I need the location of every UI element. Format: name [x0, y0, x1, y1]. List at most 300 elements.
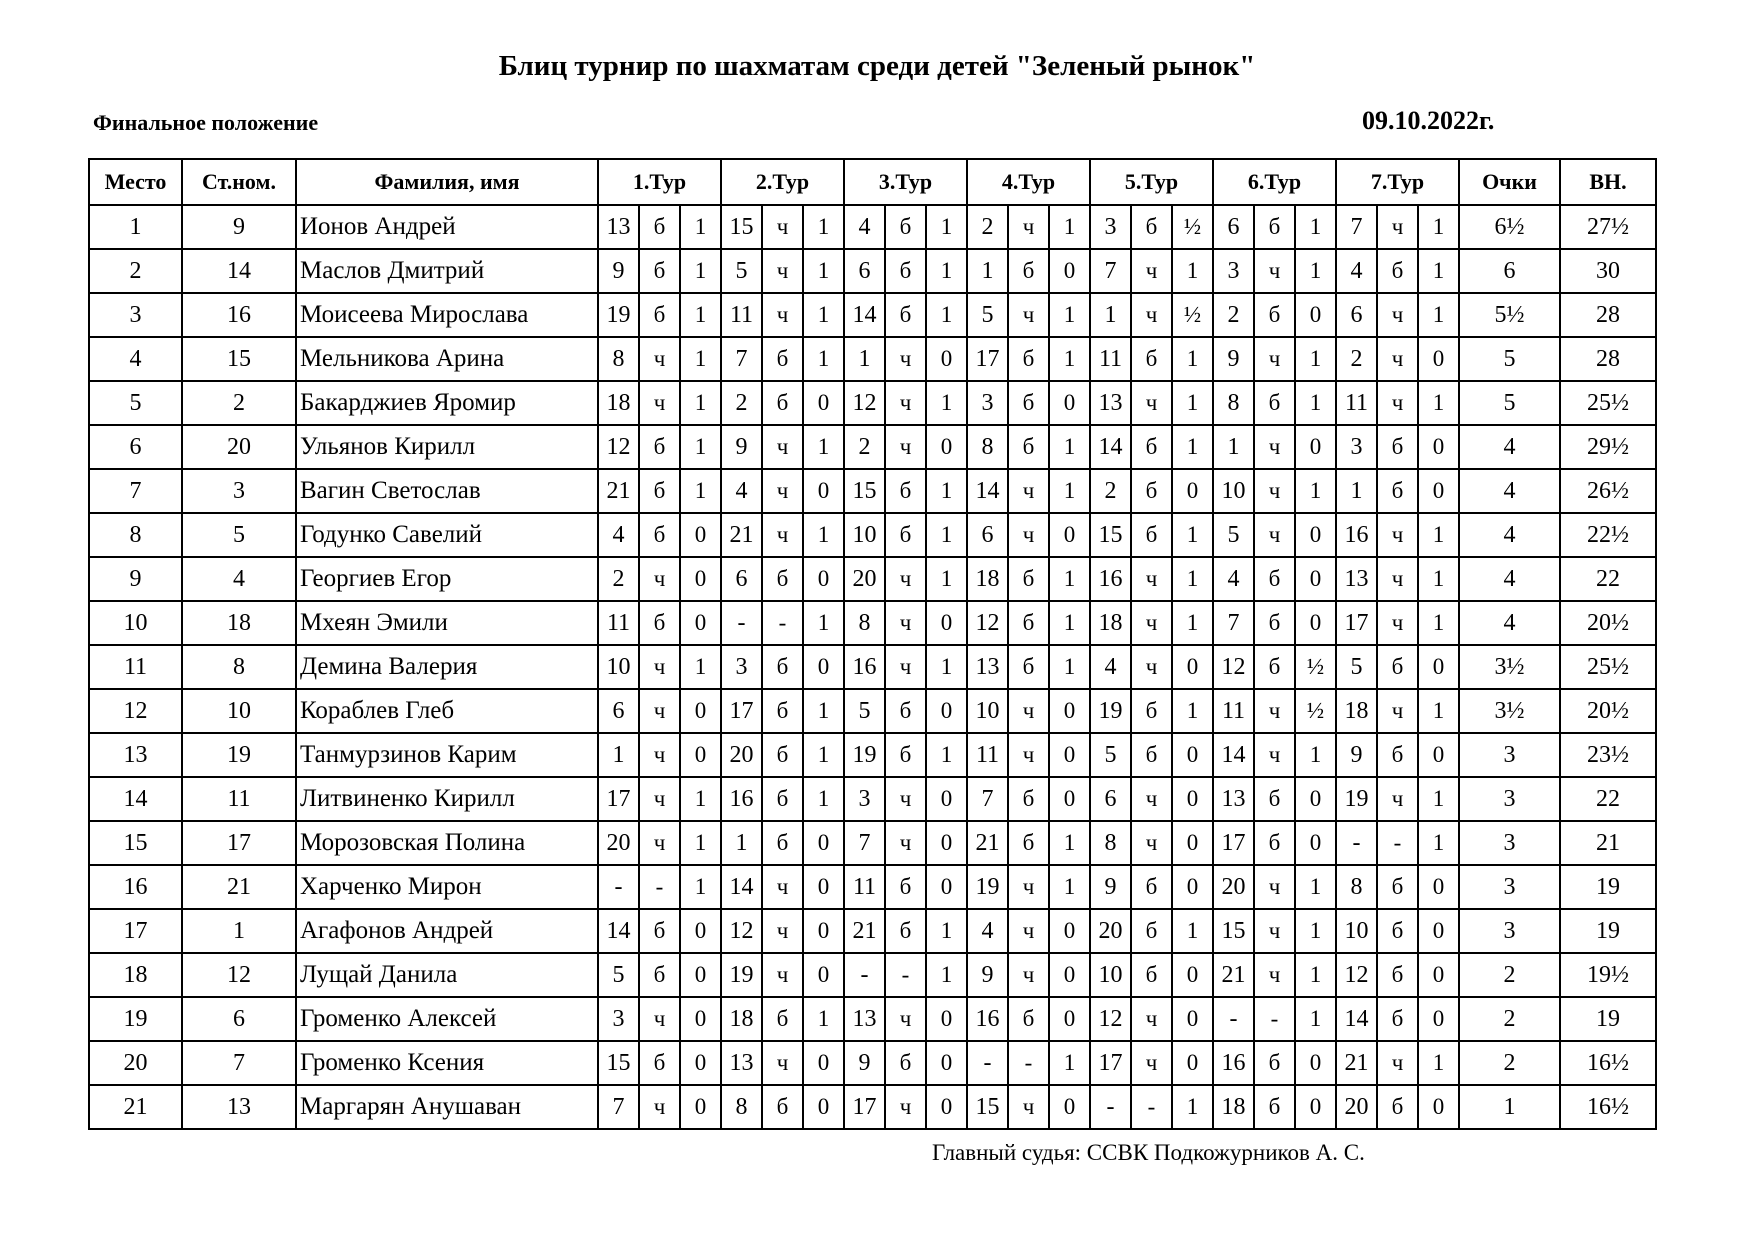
round-result-cell: 1 [1295, 249, 1336, 293]
document-subtitle: Финальное положение [93, 110, 319, 135]
round-result-cell: 0 [1295, 821, 1336, 865]
round-opponent-cell: 6 [1090, 777, 1131, 821]
round-color-cell: - [1377, 821, 1418, 865]
round-color-cell: ч [1377, 557, 1418, 601]
round-result-cell: 1 [680, 249, 721, 293]
round-result-cell: 0 [1418, 865, 1459, 909]
place-cell: 10 [89, 601, 182, 645]
points-cell: 3½ [1459, 689, 1560, 733]
round-result-cell: 1 [1049, 821, 1090, 865]
round-opponent-cell: 16 [844, 645, 885, 689]
round-result-cell: 1 [680, 865, 721, 909]
round-result-cell: 0 [926, 865, 967, 909]
round-result-cell: 0 [926, 689, 967, 733]
round-color-cell: ч [885, 557, 926, 601]
round-color-cell: б [762, 733, 803, 777]
round-color-cell: б [1254, 1085, 1295, 1129]
round-color-cell: ч [1254, 909, 1295, 953]
round-result-cell: 1 [1049, 205, 1090, 249]
round-opponent-cell: - [1213, 997, 1254, 1041]
round-opponent-cell: 11 [721, 293, 762, 337]
round-color-cell: - [1131, 1085, 1172, 1129]
round-result-cell: ½ [1172, 293, 1213, 337]
points-cell: 1 [1459, 1085, 1560, 1129]
round-color-cell: ч [639, 381, 680, 425]
round-color-cell: б [1008, 997, 1049, 1041]
round-color-cell: ч [1131, 249, 1172, 293]
round-result-cell: 1 [1295, 337, 1336, 381]
round-result-cell: 0 [926, 997, 967, 1041]
round-opponent-cell: 13 [598, 205, 639, 249]
round-color-cell: б [1008, 249, 1049, 293]
round-opponent-cell: 10 [1213, 469, 1254, 513]
round-result-cell: ½ [1172, 205, 1213, 249]
round-opponent-cell: 10 [967, 689, 1008, 733]
round-opponent-cell: 18 [1090, 601, 1131, 645]
round-color-cell: б [1254, 293, 1295, 337]
round-result-cell: 0 [926, 821, 967, 865]
round-result-cell: 1 [1295, 381, 1336, 425]
round-opponent-cell: 7 [1213, 601, 1254, 645]
round-result-cell: 1 [1049, 425, 1090, 469]
round-opponent-cell: 6 [844, 249, 885, 293]
tiebreak-cell: 28 [1560, 293, 1656, 337]
round-color-cell: ч [639, 557, 680, 601]
round-opponent-cell: 9 [967, 953, 1008, 997]
round-color-cell: б [1008, 821, 1049, 865]
round-opponent-cell: 3 [1336, 425, 1377, 469]
round-opponent-cell: 21 [1336, 1041, 1377, 1085]
place-cell: 15 [89, 821, 182, 865]
round-result-cell: 0 [803, 381, 844, 425]
round-color-cell: б [1254, 205, 1295, 249]
round-result-cell: 0 [803, 645, 844, 689]
start-number-cell: 1 [182, 909, 296, 953]
table-row [89, 601, 1656, 645]
round-opponent-cell: 17 [598, 777, 639, 821]
round-color-cell: б [762, 777, 803, 821]
round-opponent-cell: - [844, 953, 885, 997]
round-result-cell: 0 [1418, 909, 1459, 953]
round-opponent-cell: 9 [1336, 733, 1377, 777]
round-result-cell: 1 [1049, 337, 1090, 381]
round-color-cell: б [885, 469, 926, 513]
round-opponent-cell: 14 [844, 293, 885, 337]
round-color-cell: б [1254, 645, 1295, 689]
round-result-cell: 1 [926, 513, 967, 557]
round-color-cell: б [1131, 513, 1172, 557]
round-color-cell: ч [762, 205, 803, 249]
round-opponent-cell: 6 [721, 557, 762, 601]
round-result-cell: 0 [1049, 733, 1090, 777]
round-result-cell: 1 [680, 381, 721, 425]
points-cell: 6½ [1459, 205, 1560, 249]
round-color-cell: б [1377, 997, 1418, 1041]
round-result-cell: 0 [1049, 381, 1090, 425]
round-color-cell: б [1008, 337, 1049, 381]
tiebreak-cell: 22 [1560, 777, 1656, 821]
player-name-cell: Мхеян Эмили [296, 601, 598, 645]
round-opponent-cell: 19 [721, 953, 762, 997]
round-opponent-cell: 1 [1336, 469, 1377, 513]
round-opponent-cell: 9 [1090, 865, 1131, 909]
round-color-cell: б [1377, 425, 1418, 469]
round-color-cell: б [885, 205, 926, 249]
tiebreak-cell: 28 [1560, 337, 1656, 381]
player-name-cell: Моисеева Мирослава [296, 293, 598, 337]
round-opponent-cell: 5 [844, 689, 885, 733]
round-opponent-cell: 14 [598, 909, 639, 953]
round-opponent-cell: 8 [598, 337, 639, 381]
place-cell: 1 [89, 205, 182, 249]
round-color-cell: ч [1377, 513, 1418, 557]
round-opponent-cell: 4 [1213, 557, 1254, 601]
header-round-2: 2.Тур [721, 159, 844, 205]
start-number-cell: 15 [182, 337, 296, 381]
round-result-cell: 0 [1049, 909, 1090, 953]
round-opponent-cell: 20 [844, 557, 885, 601]
player-name-cell: Громенко Алексей [296, 997, 598, 1041]
round-result-cell: ½ [1295, 689, 1336, 733]
place-cell: 21 [89, 1085, 182, 1129]
round-color-cell: б [1008, 777, 1049, 821]
round-color-cell: б [1008, 425, 1049, 469]
round-opponent-cell: 1 [598, 733, 639, 777]
round-opponent-cell: - [1090, 1085, 1131, 1129]
round-result-cell: 0 [926, 337, 967, 381]
round-color-cell: б [639, 909, 680, 953]
round-opponent-cell: 15 [1213, 909, 1254, 953]
start-number-cell: 21 [182, 865, 296, 909]
tiebreak-cell: 25½ [1560, 381, 1656, 425]
round-color-cell: ч [1008, 1085, 1049, 1129]
round-color-cell: ч [1131, 645, 1172, 689]
tiebreak-cell: 21 [1560, 821, 1656, 865]
round-opponent-cell: 10 [598, 645, 639, 689]
round-opponent-cell: 14 [721, 865, 762, 909]
round-color-cell: ч [1008, 953, 1049, 997]
tiebreak-cell: 19 [1560, 997, 1656, 1041]
round-result-cell: 1 [1049, 293, 1090, 337]
round-result-cell: 1 [1049, 469, 1090, 513]
round-result-cell: 1 [803, 205, 844, 249]
round-result-cell: 1 [1172, 513, 1213, 557]
header-round-6: 6.Тур [1213, 159, 1336, 205]
round-result-cell: 0 [1172, 469, 1213, 513]
round-opponent-cell: 8 [967, 425, 1008, 469]
round-color-cell: ч [1254, 469, 1295, 513]
round-color-cell: ч [1131, 821, 1172, 865]
round-opponent-cell: 9 [844, 1041, 885, 1085]
round-opponent-cell: 16 [1336, 513, 1377, 557]
round-opponent-cell: 11 [967, 733, 1008, 777]
header-row [89, 159, 1656, 205]
round-opponent-cell: 9 [598, 249, 639, 293]
round-result-cell: 1 [926, 293, 967, 337]
place-cell: 17 [89, 909, 182, 953]
round-color-cell: ч [639, 1085, 680, 1129]
points-cell: 4 [1459, 425, 1560, 469]
round-opponent-cell: 6 [967, 513, 1008, 557]
round-color-cell: б [1377, 469, 1418, 513]
player-name-cell: Демина Валерия [296, 645, 598, 689]
round-opponent-cell: 19 [1090, 689, 1131, 733]
round-opponent-cell: 19 [598, 293, 639, 337]
round-opponent-cell: 12 [1090, 997, 1131, 1041]
round-opponent-cell: 20 [1336, 1085, 1377, 1129]
round-opponent-cell: 2 [967, 205, 1008, 249]
tiebreak-cell: 19 [1560, 865, 1656, 909]
round-opponent-cell: 12 [598, 425, 639, 469]
round-opponent-cell: 18 [1213, 1085, 1254, 1129]
round-opponent-cell: 1 [844, 337, 885, 381]
round-result-cell: 0 [680, 601, 721, 645]
round-opponent-cell: 11 [844, 865, 885, 909]
round-color-cell: ч [885, 997, 926, 1041]
round-color-cell: ч [1377, 601, 1418, 645]
round-opponent-cell: 21 [844, 909, 885, 953]
round-opponent-cell: 11 [598, 601, 639, 645]
round-opponent-cell: 19 [844, 733, 885, 777]
round-result-cell: 1 [1418, 777, 1459, 821]
round-result-cell: 1 [1295, 909, 1336, 953]
player-name-cell: Кораблев Глеб [296, 689, 598, 733]
round-result-cell: 1 [680, 821, 721, 865]
points-cell: 3 [1459, 777, 1560, 821]
round-opponent-cell: 2 [844, 425, 885, 469]
start-number-cell: 13 [182, 1085, 296, 1129]
start-number-cell: 2 [182, 381, 296, 425]
round-result-cell: 1 [1418, 249, 1459, 293]
round-result-cell: 0 [1418, 425, 1459, 469]
round-color-cell: б [762, 381, 803, 425]
round-color-cell: б [885, 733, 926, 777]
table-row [89, 1085, 1656, 1129]
round-opponent-cell: 14 [967, 469, 1008, 513]
tiebreak-cell: 20½ [1560, 601, 1656, 645]
table-row [89, 865, 1656, 909]
round-result-cell: 1 [803, 689, 844, 733]
round-color-cell: б [639, 1041, 680, 1085]
place-cell: 20 [89, 1041, 182, 1085]
round-opponent-cell: 20 [1213, 865, 1254, 909]
round-result-cell: 0 [803, 1085, 844, 1129]
round-opponent-cell: 16 [721, 777, 762, 821]
place-cell: 8 [89, 513, 182, 557]
table-row [89, 821, 1656, 865]
tiebreak-cell: 25½ [1560, 645, 1656, 689]
points-cell: 3 [1459, 821, 1560, 865]
round-result-cell: 0 [680, 909, 721, 953]
round-opponent-cell: 15 [721, 205, 762, 249]
round-color-cell: ч [639, 733, 680, 777]
table-row [89, 689, 1656, 733]
round-opponent-cell: 8 [1213, 381, 1254, 425]
round-result-cell: 1 [803, 249, 844, 293]
round-opponent-cell: 15 [844, 469, 885, 513]
round-color-cell: б [762, 337, 803, 381]
round-opponent-cell: 17 [721, 689, 762, 733]
points-cell: 2 [1459, 1041, 1560, 1085]
round-color-cell: - [639, 865, 680, 909]
round-color-cell: ч [1254, 513, 1295, 557]
round-color-cell: б [1131, 425, 1172, 469]
place-cell: 16 [89, 865, 182, 909]
round-color-cell: ч [762, 293, 803, 337]
start-number-cell: 12 [182, 953, 296, 997]
table-row [89, 425, 1656, 469]
round-opponent-cell: 4 [598, 513, 639, 557]
round-color-cell: б [762, 1085, 803, 1129]
round-opponent-cell: 7 [967, 777, 1008, 821]
place-cell: 6 [89, 425, 182, 469]
round-opponent-cell: 10 [844, 513, 885, 557]
round-color-cell: ч [885, 1085, 926, 1129]
round-color-cell: ч [1008, 293, 1049, 337]
round-opponent-cell: 4 [1090, 645, 1131, 689]
round-result-cell: 0 [680, 733, 721, 777]
round-result-cell: 0 [1295, 777, 1336, 821]
round-color-cell: б [762, 645, 803, 689]
round-result-cell: 0 [1172, 733, 1213, 777]
round-opponent-cell: 16 [967, 997, 1008, 1041]
round-opponent-cell: 9 [1213, 337, 1254, 381]
table-row [89, 337, 1656, 381]
round-opponent-cell: 12 [1336, 953, 1377, 997]
start-number-cell: 4 [182, 557, 296, 601]
standings-table [88, 158, 1657, 1130]
points-cell: 4 [1459, 601, 1560, 645]
round-opponent-cell: 13 [1090, 381, 1131, 425]
round-color-cell: б [1377, 249, 1418, 293]
round-color-cell: ч [1008, 689, 1049, 733]
round-color-cell: б [1254, 821, 1295, 865]
round-color-cell: б [1131, 953, 1172, 997]
round-result-cell: 1 [803, 733, 844, 777]
round-color-cell: б [762, 689, 803, 733]
round-result-cell: 1 [1418, 381, 1459, 425]
header-round-3: 3.Тур [844, 159, 967, 205]
round-opponent-cell: 17 [1090, 1041, 1131, 1085]
round-result-cell: 1 [926, 249, 967, 293]
round-color-cell: ч [639, 645, 680, 689]
round-color-cell: б [885, 909, 926, 953]
round-color-cell: ч [885, 425, 926, 469]
round-opponent-cell: 13 [1336, 557, 1377, 601]
round-result-cell: 0 [803, 909, 844, 953]
table-row [89, 953, 1656, 997]
round-opponent-cell: 12 [721, 909, 762, 953]
round-color-cell: б [762, 557, 803, 601]
round-color-cell: ч [1008, 513, 1049, 557]
player-name-cell: Мельникова Арина [296, 337, 598, 381]
round-color-cell: б [1377, 865, 1418, 909]
round-opponent-cell: 4 [721, 469, 762, 513]
tiebreak-cell: 29½ [1560, 425, 1656, 469]
round-color-cell: б [639, 249, 680, 293]
round-result-cell: 0 [680, 1041, 721, 1085]
points-cell: 3½ [1459, 645, 1560, 689]
round-color-cell: б [1131, 733, 1172, 777]
round-result-cell: 1 [803, 293, 844, 337]
round-color-cell: б [1131, 337, 1172, 381]
round-result-cell: 1 [1295, 997, 1336, 1041]
round-opponent-cell: 10 [1336, 909, 1377, 953]
round-opponent-cell: 3 [1213, 249, 1254, 293]
round-color-cell: ч [639, 337, 680, 381]
round-result-cell: 1 [1049, 1041, 1090, 1085]
round-result-cell: 1 [1049, 557, 1090, 601]
points-cell: 3 [1459, 865, 1560, 909]
round-color-cell: ч [1254, 337, 1295, 381]
document-title: Блиц турнир по шахматам среди детей "Зеленый рынок" [498, 50, 1256, 82]
round-result-cell: 1 [680, 425, 721, 469]
round-opponent-cell: 13 [967, 645, 1008, 689]
round-color-cell: б [639, 293, 680, 337]
start-number-cell: 17 [182, 821, 296, 865]
round-opponent-cell: 13 [844, 997, 885, 1041]
round-color-cell: ч [1377, 381, 1418, 425]
player-name-cell: Громенко Ксения [296, 1041, 598, 1085]
round-color-cell: б [1008, 645, 1049, 689]
round-color-cell: б [1131, 689, 1172, 733]
round-color-cell: ч [639, 689, 680, 733]
round-opponent-cell: 8 [1090, 821, 1131, 865]
round-opponent-cell: 18 [1336, 689, 1377, 733]
round-result-cell: 0 [1172, 777, 1213, 821]
start-number-cell: 19 [182, 733, 296, 777]
round-result-cell: 0 [803, 557, 844, 601]
round-opponent-cell: 20 [721, 733, 762, 777]
round-color-cell: б [1008, 557, 1049, 601]
round-result-cell: 1 [680, 777, 721, 821]
round-result-cell: 0 [1172, 865, 1213, 909]
player-name-cell: Литвиненко Кирилл [296, 777, 598, 821]
tiebreak-cell: 26½ [1560, 469, 1656, 513]
round-result-cell: 0 [680, 1085, 721, 1129]
round-opponent-cell: 13 [1213, 777, 1254, 821]
table-row [89, 249, 1656, 293]
player-name-cell: Ульянов Кирилл [296, 425, 598, 469]
round-opponent-cell: 3 [844, 777, 885, 821]
round-result-cell: 0 [1418, 733, 1459, 777]
round-opponent-cell: 6 [598, 689, 639, 733]
place-cell: 5 [89, 381, 182, 425]
round-opponent-cell: 20 [598, 821, 639, 865]
round-color-cell: б [1377, 953, 1418, 997]
round-result-cell: 0 [680, 513, 721, 557]
round-color-cell: б [1377, 645, 1418, 689]
player-name-cell: Агафонов Андрей [296, 909, 598, 953]
place-cell: 2 [89, 249, 182, 293]
round-result-cell: 1 [1172, 909, 1213, 953]
round-color-cell: ч [1254, 953, 1295, 997]
round-color-cell: ч [762, 249, 803, 293]
header-start-number: Ст.ном. [182, 159, 296, 205]
start-number-cell: 7 [182, 1041, 296, 1085]
round-result-cell: 0 [1049, 1085, 1090, 1129]
round-result-cell: 0 [680, 997, 721, 1041]
round-result-cell: 0 [803, 821, 844, 865]
tiebreak-cell: 22 [1560, 557, 1656, 601]
round-result-cell: 1 [1172, 337, 1213, 381]
round-result-cell: 0 [1418, 337, 1459, 381]
round-result-cell: 0 [926, 1041, 967, 1085]
round-result-cell: 1 [680, 469, 721, 513]
points-cell: 2 [1459, 997, 1560, 1041]
round-result-cell: 0 [680, 689, 721, 733]
player-name-cell: Бакарджиев Яромир [296, 381, 598, 425]
